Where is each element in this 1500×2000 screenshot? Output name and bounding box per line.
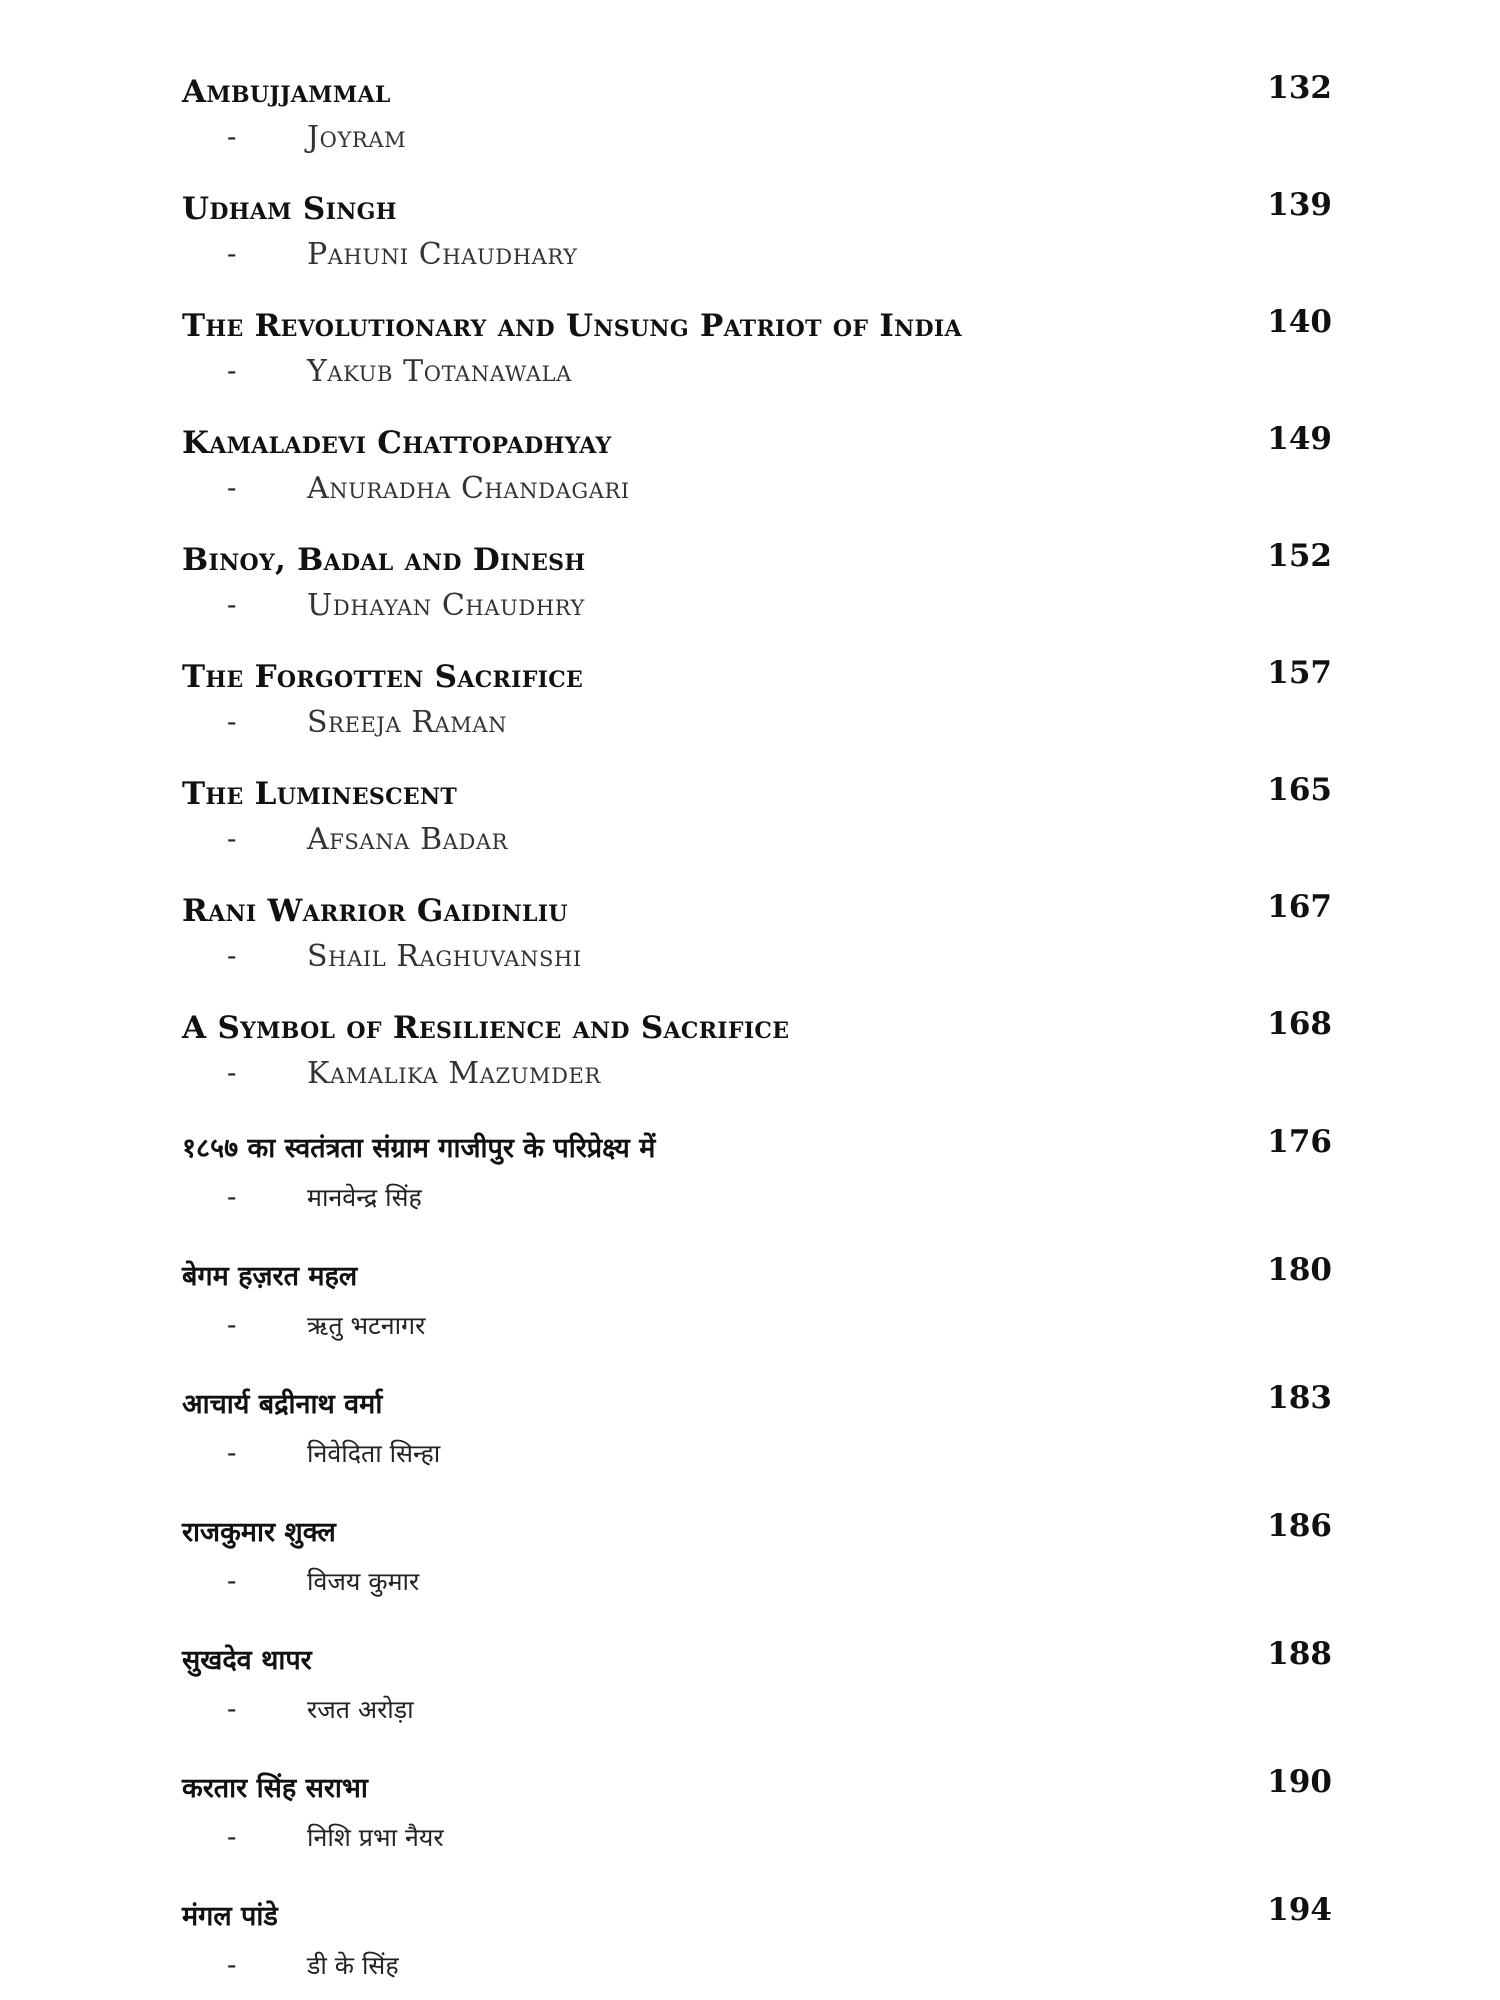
author-dash: - <box>227 1180 237 1213</box>
entry-author: निशि प्रभा नैयर <box>307 1823 444 1852</box>
author-dash: - <box>227 237 237 270</box>
author-dash: - <box>227 354 237 387</box>
author-dash: - <box>227 1308 237 1341</box>
entry-author: मानवेन्द्र सिंह <box>307 1183 422 1212</box>
entry-author: Kamalika Mazumder <box>307 1056 601 1091</box>
entry-author: ऋतु भटनागर <box>307 1311 426 1340</box>
author-dash: - <box>227 822 237 855</box>
entry-title: Ambujjammal <box>182 74 391 110</box>
author-dash: - <box>227 1564 237 1597</box>
entry-title: १८५७ का स्वतंत्रता संग्राम गाजीपुर के परिप्रेक्ष्य में <box>182 1133 656 1164</box>
entry-title: बेगम हज़रत महल <box>182 1261 358 1292</box>
entry-title: आचार्य बद्रीनाथ वर्मा <box>182 1389 383 1420</box>
author-dash: - <box>227 120 237 153</box>
entry-author: Udhayan Chaudhry <box>307 588 585 623</box>
entry-page-number: 140 <box>1267 304 1332 340</box>
entry-author: निवेदिता सिन्हा <box>307 1439 441 1468</box>
entry-page-number: 188 <box>1267 1636 1332 1672</box>
entry-author: विजय कुमार <box>307 1567 420 1596</box>
author-dash: - <box>227 1056 237 1089</box>
entry-title: Kamaladevi Chattopadhyay <box>182 425 612 461</box>
entry-page-number: 168 <box>1267 1006 1332 1042</box>
entry-author: Pahuni Chaudhary <box>307 237 578 272</box>
entry-page-number: 139 <box>1267 187 1332 223</box>
entry-title: The Revolutionary and Unsung Patriot of India <box>182 308 962 344</box>
entry-title: Rani Warrior Gaidinliu <box>182 893 568 929</box>
entry-page-number: 165 <box>1267 772 1332 808</box>
entry-title: Udham Singh <box>182 191 397 227</box>
author-dash: - <box>227 1436 237 1469</box>
entry-page-number: 149 <box>1267 421 1332 457</box>
entry-title: The Luminescent <box>182 776 458 812</box>
entry-title: राजकुमार शुक्ल <box>182 1517 336 1548</box>
entry-page-number: 157 <box>1267 655 1332 691</box>
entry-author: डी के सिंह <box>307 1951 399 1980</box>
author-dash: - <box>227 939 237 972</box>
entry-author: Anuradha Chandagari <box>307 471 630 506</box>
entry-title: Binoy, Badal and Dinesh <box>182 542 586 578</box>
entry-page-number: 186 <box>1267 1508 1332 1544</box>
entry-title: करतार सिंह सराभा <box>182 1773 368 1804</box>
entry-page-number: 152 <box>1267 538 1332 574</box>
entry-page-number: 194 <box>1267 1892 1332 1928</box>
author-dash: - <box>227 1692 237 1725</box>
entry-title: A Symbol of Resilience and Sacrifice <box>182 1010 790 1046</box>
author-dash: - <box>227 705 237 738</box>
author-dash: - <box>227 471 237 504</box>
entry-page-number: 176 <box>1267 1124 1332 1160</box>
entry-author: Sreeja Raman <box>307 705 508 740</box>
author-dash: - <box>227 1820 237 1853</box>
entry-page-number: 180 <box>1267 1252 1332 1288</box>
author-dash: - <box>227 588 237 621</box>
entry-page-number: 190 <box>1267 1764 1332 1800</box>
entry-author: रजत अरोड़ा <box>307 1695 414 1724</box>
entry-author: Yakub Totanawala <box>307 354 572 389</box>
entry-author: Joyram <box>307 120 407 155</box>
entry-title: सुखदेव थापर <box>182 1645 312 1676</box>
entry-page-number: 167 <box>1267 889 1332 925</box>
entry-page-number: 183 <box>1267 1380 1332 1416</box>
entry-author: Shail Raghuvanshi <box>307 939 582 974</box>
entry-author: Afsana Badar <box>307 822 509 857</box>
entry-page-number: 132 <box>1267 70 1332 106</box>
entry-title: मंगल पांडे <box>182 1901 278 1932</box>
author-dash: - <box>227 1948 237 1981</box>
entry-title: The Forgotten Sacrifice <box>182 659 584 695</box>
